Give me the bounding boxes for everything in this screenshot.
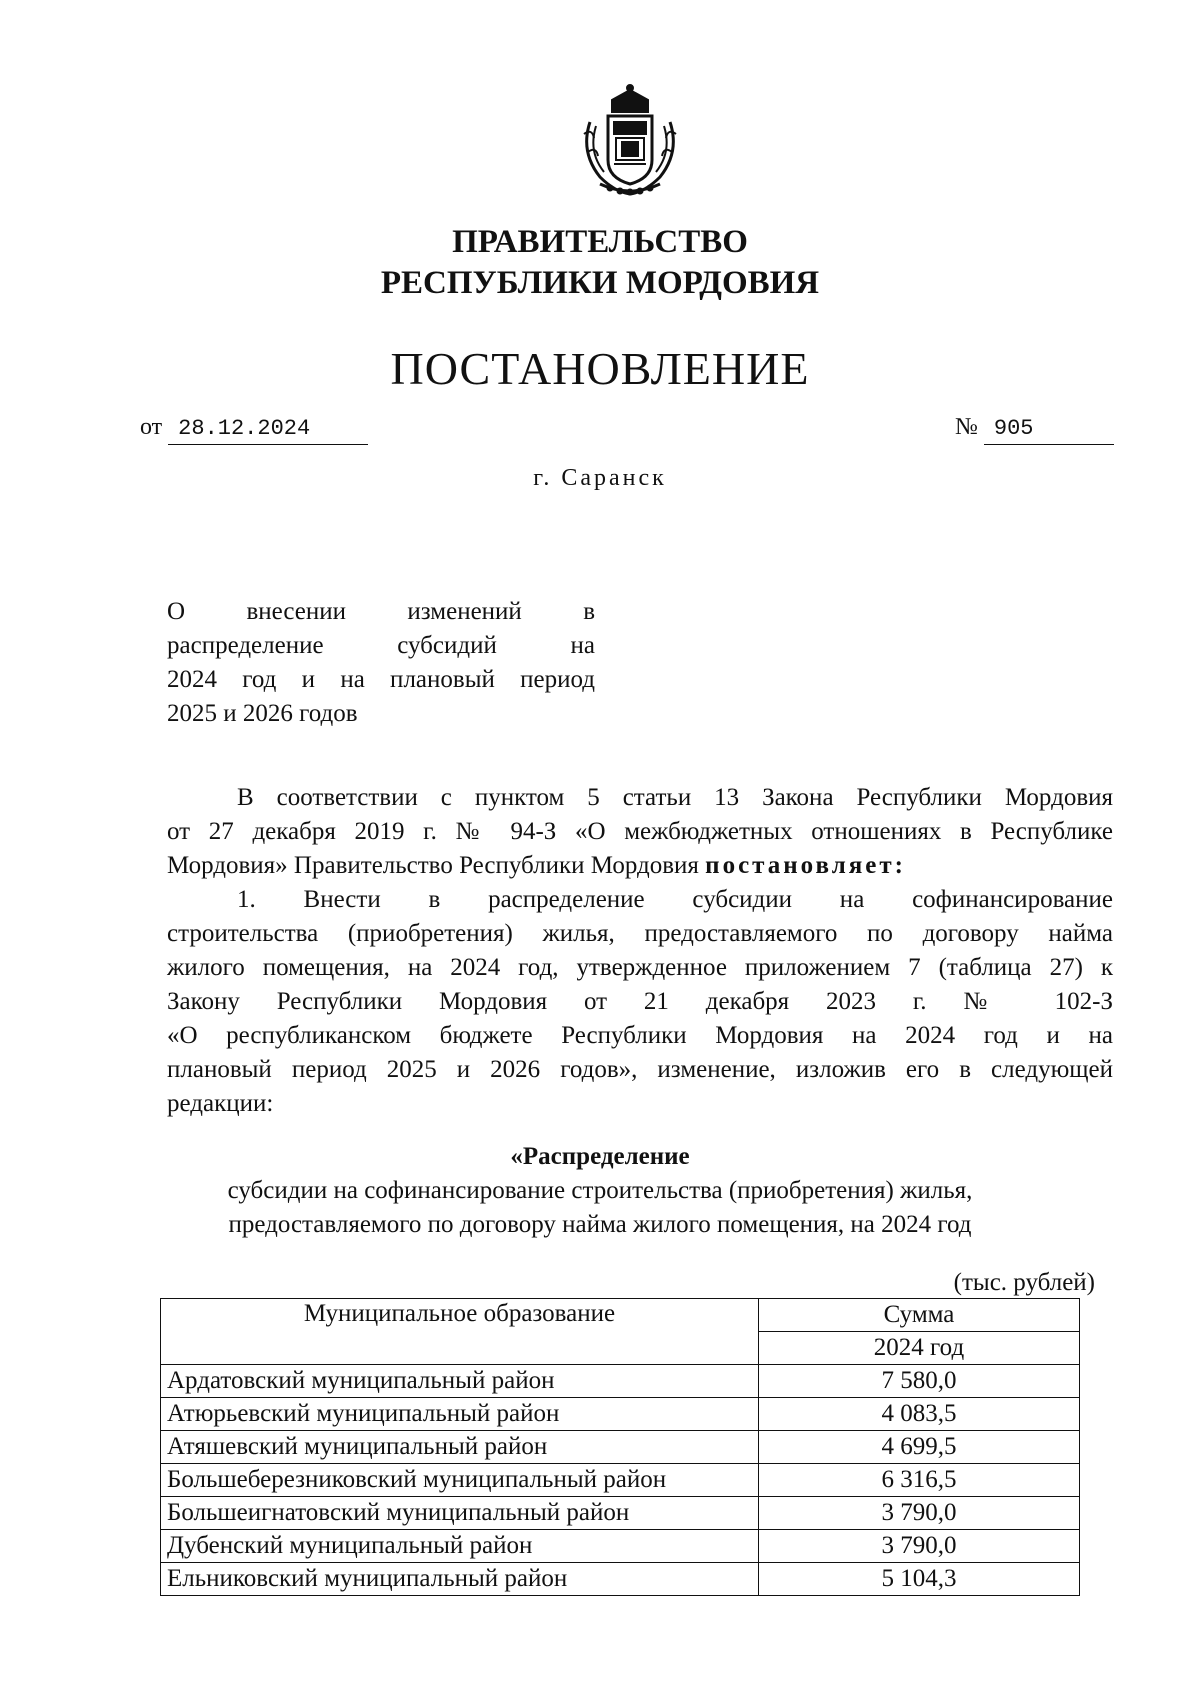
amount-cell: 4 699,5 — [759, 1431, 1080, 1464]
coat-of-arms-emblem — [570, 82, 690, 200]
number-prefix: № — [955, 414, 978, 440]
table-subtitle-line2: предоставляемого по договору найма жилого помещения, на 2024 год — [228, 1211, 972, 1238]
amount-cell: 3 790,0 — [759, 1497, 1080, 1530]
table-row — [161, 1497, 1080, 1530]
municipality-cell: Ардатовский муниципальный район — [161, 1365, 759, 1398]
date-field — [140, 412, 368, 445]
amount-cell: 3 790,0 — [759, 1530, 1080, 1563]
paragraph-line: Закону Республики Мордовия от 21 декабря 2023 г. № 102-З — [167, 988, 1113, 1015]
amount-cell: 6 316,5 — [759, 1464, 1080, 1497]
paragraph-line: строительства (приобретения) жилья, предоставляемого по договору найма — [167, 920, 1113, 947]
resolves-word: постановляет: — [705, 852, 906, 879]
municipality-cell: Атяшевский муниципальный район — [161, 1431, 759, 1464]
subject-line: О внесении изменений в — [167, 598, 595, 625]
table-row — [161, 1431, 1080, 1464]
paragraph-line: редакции: — [167, 1090, 274, 1117]
paragraph-line — [167, 849, 1113, 883]
table-row — [161, 1398, 1080, 1431]
table-units: (тыс. рублей) — [953, 1269, 1095, 1296]
date-prefix: от — [140, 414, 163, 440]
document-subject — [167, 595, 595, 731]
header-municipality: Муниципальное образование — [161, 1299, 759, 1365]
header-year: 2024 год — [759, 1332, 1080, 1365]
paragraph-line: плановый период 2025 и 2026 годов», изменение, изложив его в следующей — [167, 1056, 1113, 1083]
paragraph-line-text: Мордовия» Правительство Республики Мордовия — [167, 852, 699, 879]
amount-cell: 4 083,5 — [759, 1398, 1080, 1431]
number-field — [955, 412, 1114, 445]
city-name: г. Саранск — [533, 465, 667, 491]
paragraph-line: В соответствии с пунктом 5 статьи 13 Закона Республики Мордовия — [237, 784, 1113, 811]
amount-cell: 5 104,3 — [759, 1563, 1080, 1596]
government-name-line2: РЕСПУБЛИКИ МОРДОВИЯ — [380, 265, 820, 301]
subject-line: 2024 год и на плановый период — [167, 666, 595, 693]
municipality-cell: Атюрьевский муниципальный район — [161, 1398, 759, 1431]
number-value: 905 — [984, 414, 1114, 445]
paragraph-line: жилого помещения, на 2024 год, утвержденное приложением 7 (таблица 27) к — [167, 954, 1113, 981]
government-name-line1: ПРАВИТЕЛЬСТВО — [452, 224, 748, 260]
subject-line: распределение субсидий на — [167, 632, 595, 659]
preamble-paragraph — [167, 781, 1113, 883]
table-header-row — [161, 1299, 1080, 1332]
document-type-title: ПОСТАНОВЛЕНИЕ — [390, 343, 810, 394]
date-value: 28.12.2024 — [168, 414, 368, 445]
municipality-cell: Дубенский муниципальный район — [161, 1530, 759, 1563]
municipality-cell: Ельниковский муниципальный район — [161, 1563, 759, 1596]
table-subtitle-line1: субсидии на софинансирование строительства (приобретения) жилья, — [227, 1177, 973, 1204]
clause-1-paragraph — [167, 883, 1113, 1121]
paragraph-line: от 27 декабря 2019 г. № 94-З «О межбюджетных отношениях в Республике — [167, 818, 1113, 845]
paragraph-line: 1. Внести в распределение субсидии на софинансирование — [237, 886, 1113, 913]
table-row — [161, 1464, 1080, 1497]
municipality-cell: Большеигнатовский муниципальный район — [161, 1497, 759, 1530]
table-row — [161, 1365, 1080, 1398]
amount-cell: 7 580,0 — [759, 1365, 1080, 1398]
table-row — [161, 1530, 1080, 1563]
distribution-table — [160, 1298, 1080, 1596]
municipality-cell: Большеберезниковский муниципальный район — [161, 1464, 759, 1497]
table-row — [161, 1563, 1080, 1596]
subject-line: 2025 и 2026 годов — [167, 700, 358, 727]
header-sum: Сумма — [759, 1299, 1080, 1332]
paragraph-line: «О республиканском бюджете Республики Мордовия на 2024 год и на — [167, 1022, 1113, 1049]
table-title: «Распределение — [510, 1143, 690, 1170]
